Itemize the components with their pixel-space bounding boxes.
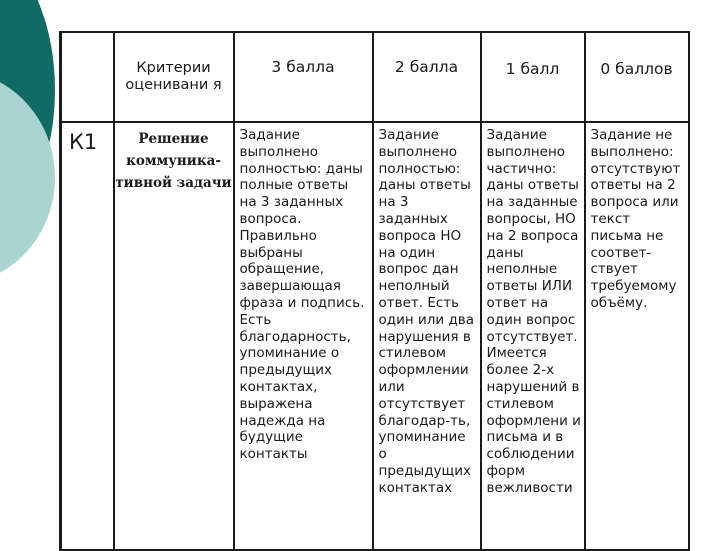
criteria-header: Критерии оценивани я [125,60,222,93]
criteria-table [59,31,690,551]
row-score2-cell [373,122,481,550]
row-score1-cell [481,122,585,550]
header-score0-cell [585,32,689,122]
score1-description: Задание выполнено частично: даны ответы на заданные вопросы, НО на 2 вопроса даны неполные ответы ИЛИ ответ на один вопрос отсутствует. Имеется более 2-х нарушений в стилевом оформлени и письма и в соблюдении форм вежливости [486,127,581,496]
header-score3-cell [234,32,373,122]
score1-header: 1 балл [505,60,560,78]
header-score1-cell [481,32,585,122]
score3-header: 3 балла [271,58,335,76]
header-empty-cell [61,32,114,122]
row-code: К1 [69,130,98,154]
row-score3-cell [234,122,373,550]
skill-label: Решение коммуника-тивной задачи [115,131,232,191]
row-score0-cell [585,122,689,550]
header-row [61,32,689,122]
score0-description: Задание не выполнено: отсутствуют ответы на 2 вопроса или текст письма не соответ-ствует требуемому объёму. [590,127,681,311]
score0-header: 0 баллов [600,60,673,78]
header-score2-cell [373,32,481,122]
score3-description: Задание выполнено полностью: даны полные ответы на 3 заданных вопроса. Правильно выбраны обращение, завершающая фраза и подпись. Есть благодарность, упоминание о предыдущих контактах, выражена надежда на будущие контакты [239,127,365,463]
header-criteria-cell [114,32,234,122]
row-code-cell [61,122,114,550]
row-skill-cell [114,122,234,550]
table-row [61,122,689,550]
score2-description: Задание выполнено полностью: даны ответы на 3 заданных вопроса НО на один вопрос дан неполный ответ. Есть один или два нарушения в стилевом оформлении или отсутствует благодар-ть, упоминание о предыдущих контактах [378,127,475,496]
score2-header: 2 балла [394,58,459,76]
